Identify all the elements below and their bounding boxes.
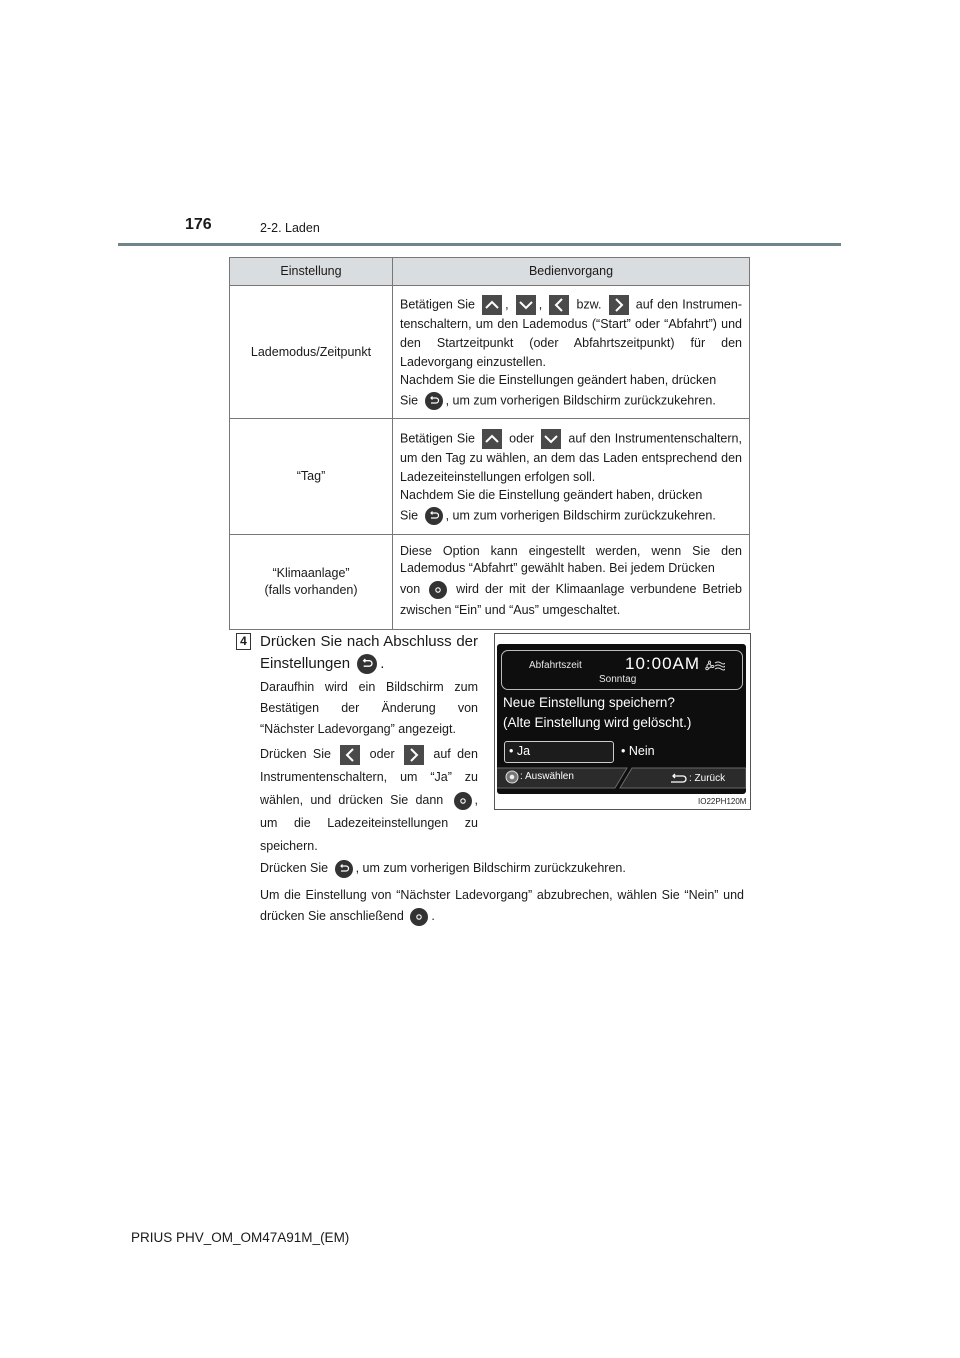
text: ,	[538, 296, 543, 311]
text: Drücken Sie	[260, 747, 331, 761]
text: auf den Instrumentenschaltern, um “Ja” zu wählen, und drücken Sie dann	[260, 747, 478, 807]
footer-text: PRIUS PHV_OM_OM47A91M_(EM)	[131, 1230, 350, 1245]
step-paragraph	[260, 743, 478, 858]
back-icon	[357, 654, 377, 674]
text: , um zum vorherigen Bildschirm zurückzukehren.	[355, 861, 626, 875]
table-row	[230, 535, 750, 630]
ok-icon	[505, 770, 519, 789]
text: Betätigen Sie	[400, 296, 476, 311]
text: Drücken Sie	[260, 861, 329, 875]
text: wird der mit der Klimaanlage verbundene Betrieb zwischen “Ein” und “Aus” umgeschaltet.	[400, 582, 742, 617]
back-hint: : Zurück	[689, 773, 726, 784]
option-yes[interactable]	[504, 741, 614, 763]
back-icon	[335, 860, 353, 878]
text: bzw.	[576, 296, 602, 311]
text: , um zum vorherigen Bildschirm zurückzukehren.	[445, 392, 716, 407]
text: Sie	[400, 392, 419, 407]
chevron-up-icon	[482, 295, 502, 315]
chevron-down-icon	[541, 429, 561, 449]
col-header-operation: Bedienvorgang	[393, 258, 750, 286]
text: Drücken Sie nach Abschluss der Einstellungen	[260, 633, 478, 672]
chevron-down-icon	[516, 295, 536, 315]
image-code: IO22PH120M	[698, 797, 747, 806]
text: .	[380, 655, 385, 672]
text: Sie	[400, 507, 419, 522]
step-number: 4	[236, 633, 251, 650]
step-paragraph: Daraufhin wird ein Bildschirm zum Bestätigen der Änderung von “Nächster Ladevorgang” angezeigt.	[260, 680, 478, 736]
chevron-left-icon	[549, 295, 569, 315]
setting-line: “Klimaanlage”	[272, 566, 350, 580]
text: ,	[505, 296, 509, 311]
table-row	[230, 419, 750, 535]
climate-fan-icon	[703, 658, 725, 679]
multi-info-display	[497, 644, 746, 794]
table-header-row	[230, 258, 750, 286]
text: Nachdem Sie die Einstellung geändert haben, drücken	[400, 487, 703, 502]
step-paragraph	[260, 885, 744, 927]
ok-icon	[454, 792, 472, 810]
setting-cell: “Tag”	[230, 419, 393, 535]
text: , um zum vorherigen Bildschirm zurückzukehren.	[445, 507, 716, 522]
option-no[interactable]: • Nein	[621, 744, 655, 758]
setting-line: (falls vorhanden)	[264, 583, 358, 597]
text: .	[431, 909, 435, 923]
text: Nachdem Sie die Einstellungen geändert haben, drücken	[400, 372, 717, 387]
chevron-up-icon	[482, 429, 502, 449]
ok-icon	[410, 908, 428, 926]
departure-label: Abfahrtszeit	[529, 660, 582, 671]
text: Um die Einstellung von “Nächster Ladevorgang” abzubrechen, wählen Sie “Nein” und drücken Sie anschließend	[260, 888, 744, 923]
save-question: Neue Einstellung speichern?	[503, 695, 675, 710]
save-note: (Alte Einstellung wird gelöscht.)	[503, 715, 692, 730]
back-icon	[425, 392, 443, 410]
text: Betätigen Sie	[400, 430, 475, 445]
chevron-right-icon	[404, 745, 424, 765]
col-header-setting: Einstellung	[230, 258, 393, 286]
back-icon	[425, 507, 443, 525]
setting-cell	[230, 535, 393, 630]
back-icon	[669, 772, 689, 790]
step-title	[260, 631, 478, 675]
operation-cell	[393, 419, 750, 535]
header-rule	[118, 243, 841, 246]
step-paragraph	[260, 858, 750, 879]
departure-time: 10:00AM	[625, 654, 701, 673]
text: Diese Option kann eingestellt werden, wenn Sie den Lademodus “Abfahrt” gewählt haben. Bei jedem Drücken	[400, 544, 742, 575]
text: auf den Instrumentenschaltern, um den Lademodus (“Start” oder “Abfahrt”) und den Startzeitpunkt (oder Abfahrtszeitpunkt) für den Ladevorgang einzustellen.	[400, 296, 742, 369]
operation-cell	[393, 535, 750, 630]
select-hint: : Auswählen	[520, 771, 574, 782]
operation-cell	[393, 286, 750, 419]
option-yes-label: • Ja	[509, 744, 531, 758]
section-title: 2-2. Laden	[260, 221, 320, 235]
text: von	[400, 582, 421, 596]
page-number: 176	[185, 216, 212, 233]
text: auf den Instrumentenschaltern, um den Tag zu wählen, an dem das Laden entsprechend den Ladezeiteinstellungen erfolgen soll.	[400, 430, 742, 484]
departure-day: Sonntag	[599, 674, 637, 685]
settings-table	[229, 257, 750, 630]
chevron-left-icon	[340, 745, 360, 765]
chevron-right-icon	[609, 295, 629, 315]
text: oder	[509, 430, 535, 445]
ok-icon	[429, 581, 447, 599]
table-row	[230, 286, 750, 419]
text: oder	[369, 747, 395, 761]
setting-cell: Lademodus/Zeitpunkt	[230, 286, 393, 419]
text: , um die Ladezeiteinstellungen zu speichern.	[260, 793, 478, 853]
